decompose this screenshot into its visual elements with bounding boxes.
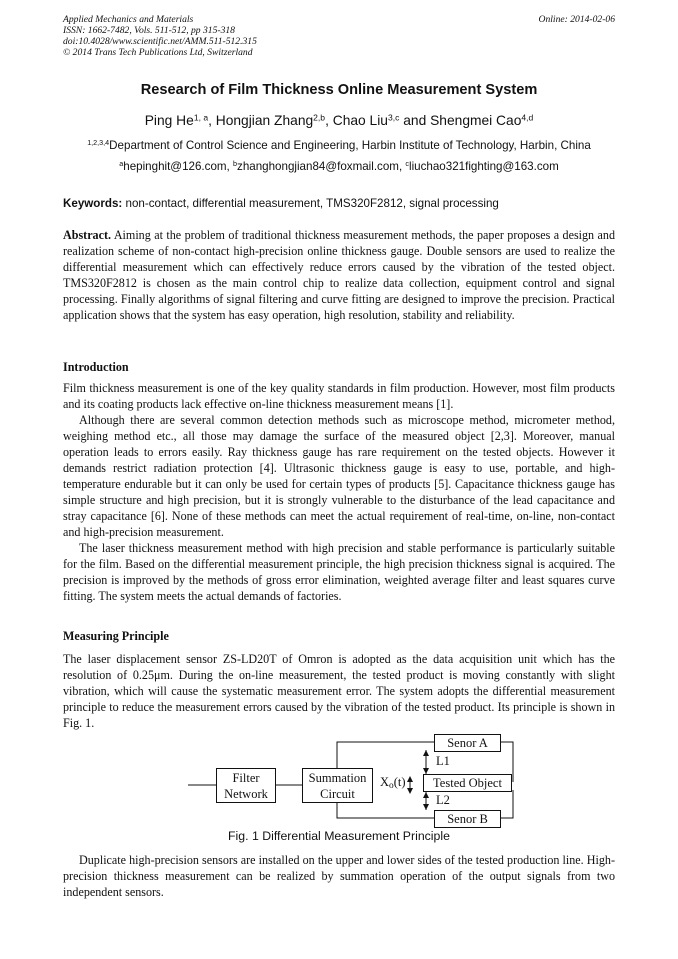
section-heading-introduction: Introduction [63,360,129,374]
summation-circuit-box [302,768,373,803]
author-name: Hongjian Zhang [215,113,314,128]
author-name: Chao Liu [332,113,388,128]
email-link[interactable]: zhanghongjian84@foxmail.com, [237,160,403,173]
author-name: Shengmei Cao [430,113,522,128]
email-link[interactable]: hepinghit@126.com, [123,160,230,173]
filter-network-box [216,768,276,803]
box-label: Circuit [320,787,355,801]
senor-b-right-line [501,790,513,818]
keywords [63,197,615,210]
author-list: Ping He$^{1, a}$, Hongjian Zhang$^{2,b}$, Chao Liu$^{3,c}$ and Shengmei Cao$^{4,d}$ [144,112,534,128]
journal-name: Applied Mechanics and Materials [63,14,194,25]
sum-to-senor-b-line [337,802,434,818]
l2-label: L2 [436,793,450,807]
abstract-label: Abstract. [63,228,112,242]
paragraph: Film thickness measurement is one of the key quality standards in film production. However, most film products and its coating products lack effective on-line thickness measurement means [1]. [63,381,615,411]
introduction-body [63,380,615,604]
xo-argument: (t) [393,775,406,789]
principle-body [63,651,615,731]
author-affil-mark: 4,d [521,112,534,123]
paragraph: The laser displacement sensor ZS-LD20T of Omron is adopted as the data acquisition unit which has the resolution of 0.25μm. During the on-line measurement, the tested product is moving constantly with slight vibration, which will cause the systematic measurement error. The system adopts the differential measurement principle to reduce the measurement errors caused by the vibration of the tested product. Its principle is shown in Fig. 1. [63,652,615,730]
affiliation-mark: 1,2,3,4 [87,138,110,148]
email-mark: c [405,159,410,169]
email-mark: a [119,159,124,169]
author-conjunction: and [403,113,427,128]
issn: ISSN: 1662-7482, Vols. 511-512, pp 315-318 [63,25,235,36]
keywords-label: Keywords: [63,197,123,210]
email-link[interactable]: liuchao321fighting@163.com [409,160,559,173]
affiliation-text: Department of Control Science and Engineering, Harbin Institute of Technology, Harbin, China [109,139,591,152]
copyright: © 2014 Trans Tech Publications Ltd, Switzerland [63,47,253,58]
paragraph: The laser thickness measurement method with high precision and stable performance is particularly suitable for the film. Based on the differential measurement principle, the high precision thickness signal is acquired. The precision is improved by the methods of gross error elimination, weighted average filter and least squares curve fitting. The system meets the actual demands of factories. [63,541,615,603]
figure-1-diagram [0,730,678,830]
online-date: Online: 2014-02-06 [538,14,615,25]
xo-label [380,775,406,790]
affiliation [63,139,615,152]
box-label: Summation [308,771,367,785]
l1-label: L1 [436,754,450,768]
sum-to-senor-a-line [337,742,434,768]
section-heading-measuring-principle: Measuring Principle [63,629,169,643]
abstract [63,227,615,323]
tested-object-box: Tested Object [423,774,512,792]
box-label: Filter [232,771,260,785]
paragraph: Although there are several common detection methods such as microscope method, micrometer method, weighing method etc., all those may damage the surface of the measured object [2,3]. Moreover, manual operation leads to errors easily. Ray thickness gauge has rare requirement on the tested objects. However it demands restrict radiation protection [4]. Ultrasonic thickness gauge is easy to use, portable, and high-temperature endurable but it can only be used for certain types of products [5]. Capacitance thickness gauge has simple structure and high precision, but it is strongly vulnerable to the disturbance of the lead capacitance and stray capacitance [6]. None of these methods can meet the actual requirement of real-time, on-line, non-contact and high-precision measurement. [63,413,615,539]
author-affil-mark: 1, a [193,112,209,123]
author-affil-mark: 2,b [313,112,326,123]
paper-title: Research of Film Thickness Online Measurement System [140,82,538,98]
author-name: Ping He [144,113,194,128]
keywords-text: non-contact, differential measurement, TMS320F2812, signal processing [125,197,499,210]
email-list [0,160,678,173]
email-mark: b [233,159,238,169]
journal-header [63,14,615,58]
senor-a-box: Senor A [434,734,501,752]
principle-body-continued [63,852,615,900]
paragraph: Duplicate high-precision sensors are installed on the upper and lower sides of the tested production line. High-precision thickness measurement can be realized by summation operation of the output signals from two independent sensors. [63,853,615,899]
figure-caption: Fig. 1 Differential Measurement Principle [228,829,450,843]
doi-link[interactable]: doi:10.4028/www.scientific.net/AMM.511-512.315 [63,36,257,47]
author-affil-mark: 3,c [387,112,400,123]
xo-symbol: X [380,775,390,789]
abstract-text: Aiming at the problem of traditional thickness measurement methods, the paper proposes a design and realization scheme of non-contact high-precision online thickness gauge. Double sensors are used to realize the differential measurement which can effectively reduce errors caused by the vibration of the tested object. TMS320F2812 is chosen as the main control chip to realize data collection, equipment control and signal processing. Finally algorithms of signal filtering and curve fitting are designed to improve the precision. Practical application shows that the system has easy operation, high resolution, stability and reliability. [63,228,615,322]
xo-subscript: o [389,780,394,791]
box-label: Network [224,787,268,801]
senor-b-box: Senor B [434,810,501,828]
